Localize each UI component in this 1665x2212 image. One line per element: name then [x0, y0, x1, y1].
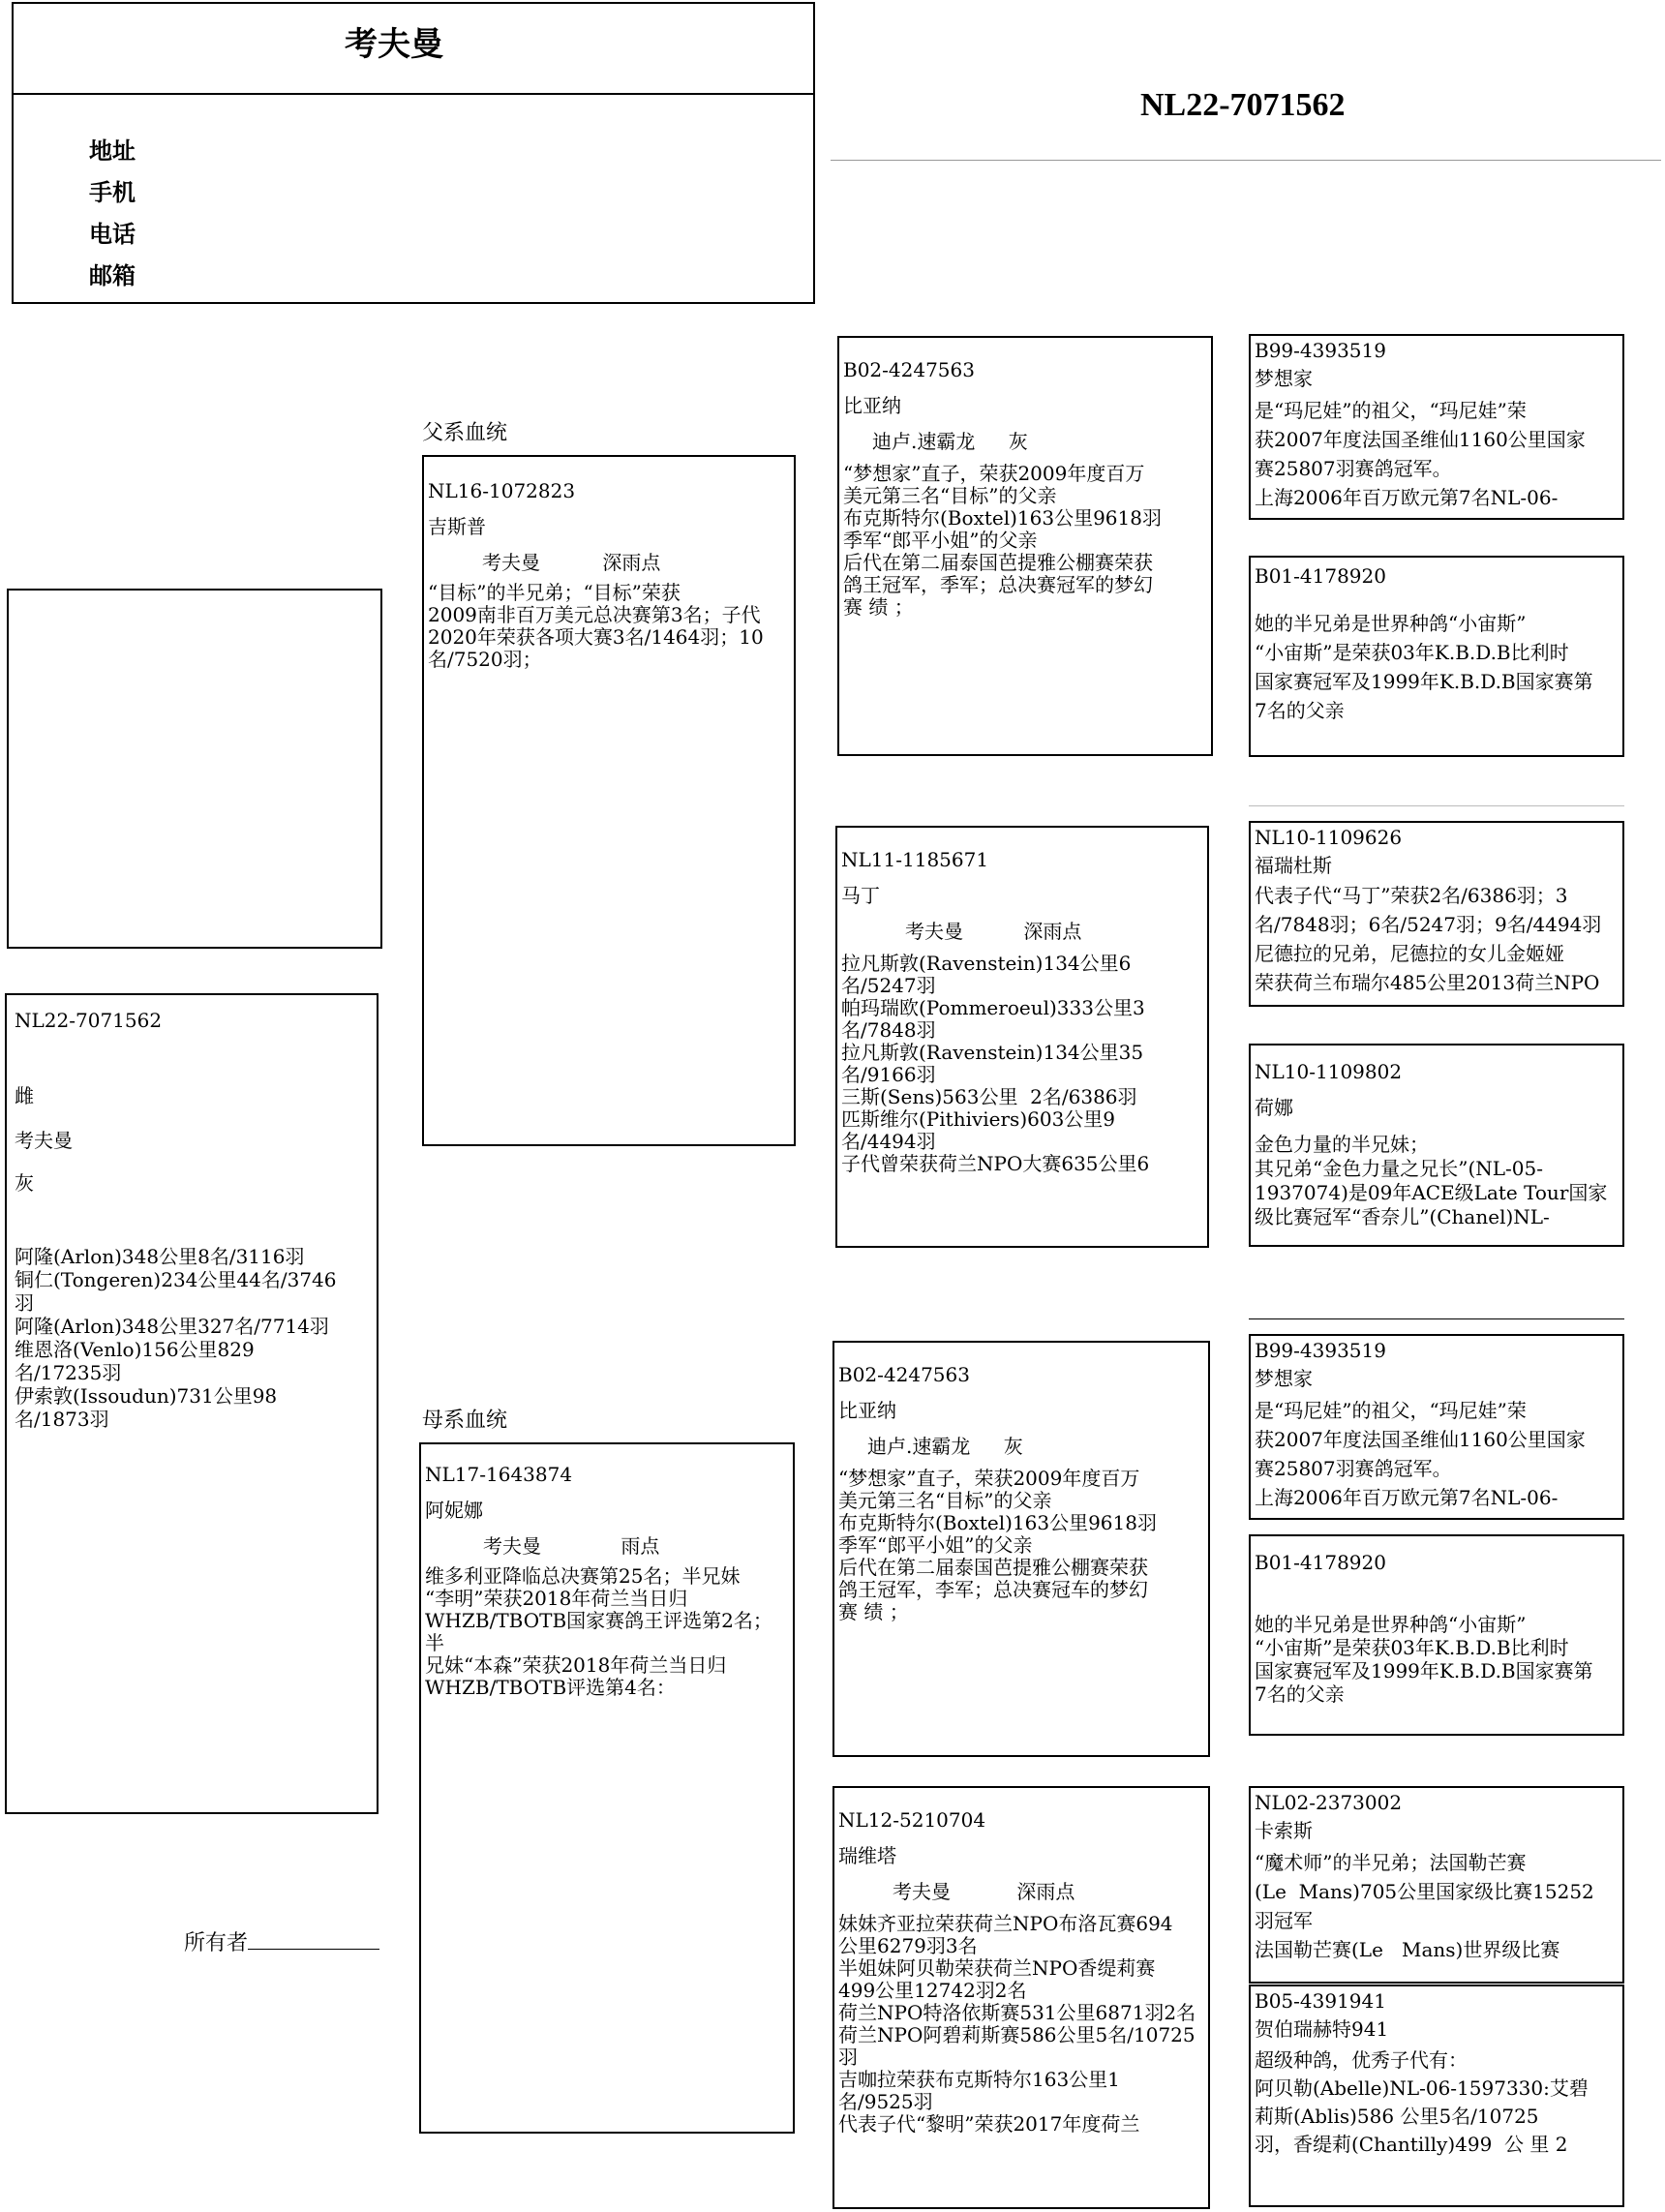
ssd-box — [1249, 556, 1624, 757]
dam-sire-breeder: 迪卢.速霸龙 — [867, 1435, 971, 1458]
dam-sire-box — [832, 1341, 1210, 1757]
subject-ring: NL22-7071562 — [15, 1009, 163, 1032]
subject-breeder: 考夫曼 — [15, 1129, 73, 1152]
subject-sex: 雌 — [15, 1084, 34, 1107]
dam-description: 维多利亚降临总决赛第25名；半兄妹 “李明”荣获2018年荷兰当日归 WHZB/TBOTB国家赛鸽王评选第2名；半 兄妹“本森”荣获2018年荷兰当日归 WHZB/TBOTB评选第4名： — [425, 1564, 772, 1699]
dss-ring: B99-4393519 — [1255, 1339, 1386, 1362]
dam-dam-ring: NL12-5210704 — [838, 1808, 986, 1832]
dam-dam-breeder: 考夫曼 — [893, 1880, 951, 1903]
dam-dam-name: 瑞维塔 — [838, 1844, 896, 1867]
dam-breeder: 考夫曼 — [483, 1534, 541, 1558]
sdd-ring: NL10-1109802 — [1255, 1060, 1403, 1083]
pigeon-photo-frame — [7, 589, 382, 949]
dsd-ring: B01-4178920 — [1255, 1551, 1386, 1574]
ssd-description: 她的半兄弟是世界种鸽“小宙斯” “小宙斯”是荣获03年K.B.D.B比利时 国家赛冠军及1999年K.B.D.B国家赛第 7名的父亲 — [1255, 612, 1593, 722]
ddd-ring: B05-4391941 — [1255, 1989, 1386, 2013]
sss-box — [1249, 334, 1624, 520]
contact-mobile-label: 手机 — [89, 178, 136, 206]
dds-ring: NL02-2373002 — [1255, 1791, 1403, 1814]
sds-name: 福瑞杜斯 — [1255, 854, 1332, 877]
contact-phone-label: 电话 — [89, 220, 136, 248]
sire-sire-breeder: 迪卢.速霸龙 — [872, 430, 976, 453]
result-line: 阿隆(Arlon)348公里8名/3116羽 — [15, 1245, 305, 1268]
dam-dam-description: 妹妹齐亚拉荣获荷兰NPO布洛瓦赛694 公里6279羽3名 半姐妹阿贝勒荣获荷兰NPO香缇莉赛 499公里12742羽2名 荷兰NPO特洛依斯赛531公里6871羽2名 荷兰NPO阿碧莉斯赛586公里5名/10725 羽 吉咖拉荣获布克斯特尔163公里1 名/9525羽 代表子代“黎明”荣获2017年度荷兰 — [838, 1912, 1196, 2136]
dam-sire-description: “梦想家”直子，荣获2009年度百万 美元第三名“目标”的父亲 布克斯特尔(Boxtel)163公里9618羽 季军“郎平小姐”的父亲 后代在第二届泰国芭提雅公棚赛荣获 鸽王冠军，李军；总决赛冠车的梦幻 赛 绩 ； — [838, 1467, 1157, 1623]
sds-ring: NL10-1109626 — [1255, 826, 1403, 849]
owner-signature-line — [248, 1931, 379, 1950]
result-line: 阿隆(Arlon)348公里327名/7714羽 — [15, 1315, 329, 1338]
sire-sire-box — [837, 336, 1213, 756]
sire-dam-ring: NL11-1185671 — [841, 848, 989, 871]
gen3-rule — [1249, 805, 1624, 806]
dam-sire-ring: B02-4247563 — [838, 1363, 970, 1386]
dam-section-label: 母系血统 — [422, 1409, 508, 1433]
owner-label: 所有者 — [184, 1931, 249, 1955]
sire-dam-breeder: 考夫曼 — [905, 920, 963, 943]
sds-box — [1249, 821, 1624, 1007]
breeder-header-box — [12, 2, 815, 304]
ddd-box — [1249, 1985, 1624, 2207]
dss-name: 梦想家 — [1255, 1367, 1313, 1390]
dam-sire-color: 灰 — [1003, 1435, 1023, 1458]
subject-pigeon-box — [5, 993, 378, 1814]
sire-description: “目标”的半兄弟；“目标”荣获 2009南非百万美元总决赛第3名；子代 2020年荣获各项大赛3名/1464羽；10 名/7520羽； — [428, 581, 764, 671]
contact-email-label: 邮箱 — [89, 261, 136, 289]
sire-sire-description: “梦想家”直子，荣获2009年度百万 美元第三名“目标”的父亲 布克斯特尔(Boxtel)163公里9618羽 季军“郎平小姐”的父亲 后代在第二届泰国芭提雅公棚赛荣获 鸽王冠军，季军；总决赛冠军的梦幻 赛 绩 ； — [843, 462, 1162, 619]
dds-description: “魔术师”的半兄弟；法国勒芒赛 (Le Mans)705公里国家级比赛15252 羽冠军 法国勒芒赛(Le Mans)世界级比赛 — [1255, 1851, 1594, 1961]
dam-box — [419, 1442, 795, 2134]
sdd-box — [1249, 1044, 1624, 1247]
sire-box — [422, 455, 796, 1146]
dam-sire-name: 比亚纳 — [838, 1399, 896, 1422]
ddd-description: 超级种鸽，优秀子代有： 阿贝勒(Abelle)NL-06-1597330:艾碧 莉斯(Ablis)586 公里5名/10725 羽，香缇莉(Chantilly)499 公 里 2 — [1255, 2048, 1589, 2156]
result-line: 维恩洛(Venlo)156公里829 — [15, 1338, 255, 1361]
dam-dam-color: 深雨点 — [1016, 1880, 1075, 1903]
sire-sire-ring: B02-4247563 — [843, 358, 975, 381]
sire-breeder: 考夫曼 — [482, 551, 540, 574]
sire-dam-description: 拉凡斯敦(Ravenstein)134公里6 名/5247羽 帕玛瑞欧(Pommeroeul)333公里3 名/7848羽 拉凡斯敦(Ravenstein)134公里35 名/9166羽 三斯(Sens)563公里 2名/6386羽 匹斯维尔(Pithiviers)603公里9 名/4494羽 子代曾荣获荷兰NPO大赛635公里6 — [841, 952, 1150, 1175]
dds-name: 卡索斯 — [1255, 1819, 1313, 1842]
contact-address-label: 地址 — [89, 136, 136, 165]
sdd-name: 荷娜 — [1255, 1096, 1293, 1119]
gen3-rule — [1249, 1318, 1624, 1319]
breeder-name: 考夫曼 — [345, 25, 443, 64]
sss-ring: B99-4393519 — [1255, 339, 1386, 362]
sire-section-label: 父系血统 — [422, 421, 508, 445]
owner-field — [184, 1926, 379, 1956]
header-divider — [14, 93, 813, 95]
dsd-description: 她的半兄弟是世界种鸽“小宙斯” “小宙斯”是荣获03年K.B.D.B比利时 国家赛冠军及1999年K.B.D.B国家赛第 7名的父亲 — [1255, 1613, 1593, 1706]
sire-dam-name: 马丁 — [841, 884, 880, 907]
dss-box — [1249, 1334, 1624, 1520]
header-rule — [831, 160, 1661, 161]
dam-dam-box — [832, 1786, 1210, 2209]
sire-dam-box — [835, 826, 1209, 1248]
sds-description: 代表子代“马丁”荣获2名/6386羽；3 名/7848羽；6名/5247羽；9名/4494羽 尼德拉的兄弟，尼德拉的女儿金姬娅 荣获荷兰布瑞尔485公里2013荷兰NPO — [1255, 884, 1602, 994]
ddd-name: 贺伯瑞赫特941 — [1255, 2017, 1389, 2041]
sire-sire-color: 灰 — [1008, 430, 1028, 453]
sss-name: 梦想家 — [1255, 367, 1313, 390]
result-line: 名/1873羽 — [15, 1408, 109, 1431]
sire-color: 深雨点 — [602, 551, 661, 574]
sire-dam-color: 深雨点 — [1023, 920, 1082, 943]
dam-color: 雨点 — [621, 1534, 660, 1558]
sire-ring: NL16-1072823 — [428, 479, 576, 502]
dds-box — [1249, 1786, 1624, 1984]
dam-name: 阿妮娜 — [425, 1499, 483, 1522]
subject-color: 灰 — [15, 1171, 34, 1195]
ssd-ring: B01-4178920 — [1255, 564, 1386, 588]
result-line: 名/17235羽 — [15, 1361, 122, 1384]
header-ring-number: NL22-7071562 — [1140, 87, 1346, 123]
sdd-description: 金色力量的半兄妹； 其兄弟“金色力量之兄长”(NL-05- 1937074)是09年ACE级Late Tour国家 级比赛冠军“香奈儿”(Chanel)NL- — [1255, 1133, 1608, 1228]
sire-sire-name: 比亚纳 — [843, 394, 901, 417]
sire-name: 吉斯普 — [428, 515, 486, 538]
result-line: 羽 — [15, 1291, 34, 1315]
dss-description: 是“玛尼娃”的祖父，“玛尼娃”荣 获2007年度法国圣维仙1160公里国家 赛25807羽赛鸽冠军。 上海2006年百万欧元第7名NL-06- — [1255, 1399, 1586, 1509]
sss-description: 是“玛尼娃”的祖父，“玛尼娃”荣 获2007年度法国圣维仙1160公里国家 赛25807羽赛鸽冠军。 上海2006年百万欧元第7名NL-06- — [1255, 399, 1586, 509]
result-line: 伊索敦(Issoudun)731公里98 — [15, 1384, 278, 1408]
result-line: 铜仁(Tongeren)234公里44名/3746 — [15, 1268, 337, 1291]
dam-ring: NL17-1643874 — [425, 1463, 573, 1486]
dsd-box — [1249, 1534, 1624, 1736]
